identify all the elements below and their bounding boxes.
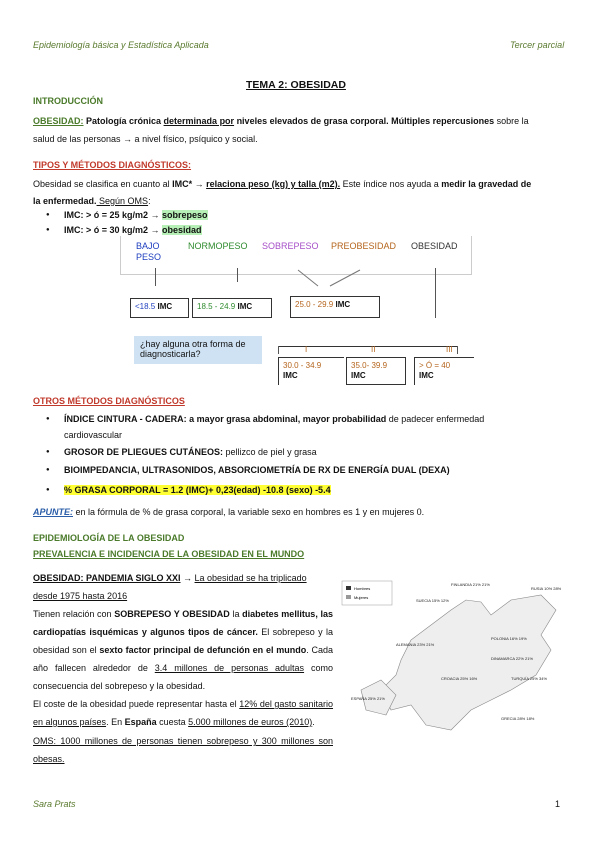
intro-heading: INTRODUCCIÓN xyxy=(33,96,103,106)
epi-p2e: El sobrepeso y la obesidad son el xyxy=(33,627,333,655)
epi-heading: EPIDEMIOLOGÍA DE LA OBESIDAD xyxy=(33,533,185,543)
epi-p1c: La obesidad se ha triplicado xyxy=(194,573,307,583)
grade-III-unit: IMC xyxy=(419,371,434,380)
map-label: ESPAÑA 25% 21% xyxy=(351,696,385,701)
epi-p2f: sexto factor principal de defunción en el mundo xyxy=(99,645,307,655)
range-sobre-value: 25.0 - 29.9 xyxy=(295,300,334,309)
header-right: Tercer parcial xyxy=(510,40,565,50)
epi-p3a: El coste de la obesidad puede representar hasta el xyxy=(33,699,240,709)
grade-III: III xyxy=(446,345,453,354)
intro-t3: niveles elevados de grasa corporal. Múltiples repercusiones xyxy=(234,116,495,126)
map-label: RUSIA 10% 28% xyxy=(531,586,562,591)
map-label: FINLANDIA 21% 21% xyxy=(451,582,490,587)
apunte-text: en la fórmula de % de grasa corporal, la variable sexo en hombres es 1 y en mujeres 0. xyxy=(73,507,425,517)
epi-p1d: desde 1975 hasta 2016 xyxy=(33,591,128,601)
intro-line2 xyxy=(33,130,258,148)
epi-p3f: 5.000 millones de euros (2010) xyxy=(188,717,313,727)
tipos-l2c: : xyxy=(148,196,151,206)
tipos-heading: TIPOS Y MÉTODOS DIAGNÓSTICOS: xyxy=(33,160,192,170)
tipos-b1b: sobrepeso xyxy=(162,210,208,220)
epi-p3b: 12% del gasto sanitario en algunos países xyxy=(33,699,334,727)
connector-line xyxy=(435,268,436,318)
range-sobre-unit: IMC xyxy=(335,300,351,309)
footer-author: Sara Prats xyxy=(33,799,76,809)
otros-i4: % GRASA CORPORAL = 1.2 (IMC)+ 0,23(edad) -10.8 (sexo) -5.4 xyxy=(64,485,331,495)
epi-p4: OMS: 1000 millones de personas tienen sobrepeso y 300 millones son obesas. xyxy=(33,736,333,764)
header-left: Epidemiología básica y Estadística Aplicada xyxy=(33,40,209,50)
apunte-note xyxy=(33,503,424,521)
otros-i3: BIOIMPEDANCIA, ULTRASONIDOS, ABSORCIOMETRÍA DE RX DE ENERGÍA DUAL (DEXA) xyxy=(64,465,450,475)
range-box-bajo xyxy=(130,298,189,318)
epi-paragraph-1 xyxy=(33,569,333,605)
grade-II-unit: IMC xyxy=(351,371,366,380)
tipos-l1d: Este índice nos ayuda a xyxy=(340,179,442,189)
map-legend-1: Hombres xyxy=(354,586,371,591)
category-sobrepeso: SOBREPESO xyxy=(262,241,319,251)
intro-t1: Patología crónica xyxy=(83,116,164,126)
footer-page-number: 1 xyxy=(555,799,561,809)
map-label: GRECIA 28% 18% xyxy=(501,716,535,721)
range-box-sobre xyxy=(290,296,380,318)
epi-subheading: PREVALENCIA E INCIDENCIA DE LA OBESIDAD EN EL MUNDO xyxy=(33,549,305,559)
grade-II-value: 35.0- 39.9 xyxy=(351,361,388,370)
epi-paragraph-4 xyxy=(33,732,333,768)
grade-I-value: 30.0 - 34.9 xyxy=(283,361,322,370)
epi-p2b: SOBREPESO Y OBESIDAD xyxy=(114,609,230,619)
epi-p1a: OBESIDAD: PANDEMIA SIGLO XXI xyxy=(33,573,181,583)
question-box: ¿hay alguna otra forma de diagnosticarla? xyxy=(134,336,262,364)
category-obesidad: OBESIDAD xyxy=(411,241,458,251)
intro-t4: sobre la xyxy=(494,116,529,126)
category-normopeso: NORMOPESO xyxy=(188,241,248,251)
grade-box-III xyxy=(414,357,474,385)
otros-i1d: cardiovascular xyxy=(64,430,123,440)
tipos-b1a: IMC: > ó = 25 kg/m2 → xyxy=(64,210,163,220)
otros-i1b: a mayor grasa abdominal, mayor probabilidad xyxy=(186,414,387,424)
tipos-l1c: relaciona peso (kg) y talla (m2). xyxy=(206,179,341,189)
tipos-b2b: obesidad xyxy=(162,225,202,235)
map-legend-swatch-2 xyxy=(346,595,351,599)
map-legend-swatch-1 xyxy=(346,586,351,590)
grade-box-I xyxy=(278,357,344,385)
tipos-l1e: medir la gravedad de xyxy=(441,179,532,189)
map-label: DINAMARCA 22% 21% xyxy=(491,656,534,661)
tipos-l1b: IMC* → xyxy=(172,179,207,189)
intro-line1 xyxy=(33,112,569,130)
otros-item-2 xyxy=(64,444,317,462)
connector-line xyxy=(237,268,238,282)
category-bajo-peso: BAJO PESO xyxy=(136,241,162,262)
map-label: ALEMANIA 23% 21% xyxy=(396,642,435,647)
intro-term: OBESIDAD: xyxy=(33,116,84,126)
apunte-label: APUNTE: xyxy=(33,507,73,517)
epi-p1b: → xyxy=(180,573,195,583)
epi-p2g: . Cada año fallecen alrededor de xyxy=(33,645,333,673)
grade-II: II xyxy=(371,345,376,354)
range-bajo-value: <18.5 xyxy=(135,302,156,311)
grade-I: I xyxy=(305,345,308,354)
otros-item-1 xyxy=(64,411,569,429)
page-title: TEMA 2: OBESIDAD xyxy=(246,79,346,91)
tipos-l1a: Obesidad se clasifica en cuanto al xyxy=(33,179,173,189)
epi-p2i: como consecuencia del sobrepeso y la obesidad. xyxy=(33,663,333,691)
tipos-b2a: IMC: > ó = 30 kg/m2 → xyxy=(64,225,163,235)
otros-i2a: GROSOR DE PLIEGUES CUTÁNEOS: xyxy=(64,447,224,457)
range-box-normo xyxy=(192,298,272,318)
map-label: POLONIA 16% 19% xyxy=(491,636,527,641)
map-label: SUECIA 15% 12% xyxy=(416,598,449,603)
epi-p2c: la xyxy=(229,609,243,619)
epi-paragraph-3 xyxy=(33,695,333,731)
otros-i1a: ÍNDICE CINTURA - CADERA: xyxy=(64,414,187,424)
europe-obesity-map xyxy=(341,580,571,750)
range-normo-unit: IMC xyxy=(237,302,253,311)
epi-p2a: Tienen relación con xyxy=(33,609,115,619)
tipos-l2b: Según OMS xyxy=(96,196,149,206)
category-preobesidad: PREOBESIDAD xyxy=(331,241,397,251)
otros-heading: OTROS MÉTODOS DIAGNÓSTICOS xyxy=(33,396,185,406)
otros-item-1-cont xyxy=(64,426,122,444)
grade-tick xyxy=(278,346,279,354)
map-label: CROACIA 25% 16% xyxy=(441,676,478,681)
tipos-l2a: la enfermedad. xyxy=(33,196,97,206)
epi-p3d: España xyxy=(124,717,157,727)
range-bajo-unit: IMC xyxy=(157,302,173,311)
otros-item-4 xyxy=(64,482,331,500)
intro-t2: determinada por xyxy=(163,116,235,126)
tipos-line1 xyxy=(33,175,531,193)
epi-p3e: cuesta xyxy=(156,717,189,727)
grade-box-II xyxy=(346,357,406,385)
grade-III-value: > Ó = 40 xyxy=(419,361,451,370)
connector-line xyxy=(155,268,156,286)
grade-I-unit: IMC xyxy=(283,371,298,380)
epi-p3c: . En xyxy=(106,717,125,727)
map-label: TURQUÍA 25% 34% xyxy=(511,676,548,681)
map-legend-box xyxy=(342,581,392,605)
epi-paragraph-2 xyxy=(33,605,333,695)
intro-line2-text: salud de las personas → a nivel físico, psíquico y social. xyxy=(33,134,258,144)
otros-i1c: de padecer enfermedad xyxy=(386,414,485,424)
map-legend-2: Mujeres xyxy=(354,595,369,600)
otros-i2b: pellizco de piel y grasa xyxy=(223,447,317,457)
range-normo-value: 18.5 - 24.9 xyxy=(197,302,236,311)
epi-p2h: 3.4 millones de personas adultas xyxy=(154,663,305,673)
map-landmass xyxy=(381,595,556,730)
epi-p3g: . xyxy=(312,717,315,727)
epi-p2d: diabetes mellitus, las cardiopatías isquémicas y algunos tipos de cáncer. xyxy=(33,609,333,637)
otros-item-3 xyxy=(64,462,450,480)
grade-tick xyxy=(457,346,458,354)
connector-lines-sobrepeso xyxy=(290,266,370,296)
